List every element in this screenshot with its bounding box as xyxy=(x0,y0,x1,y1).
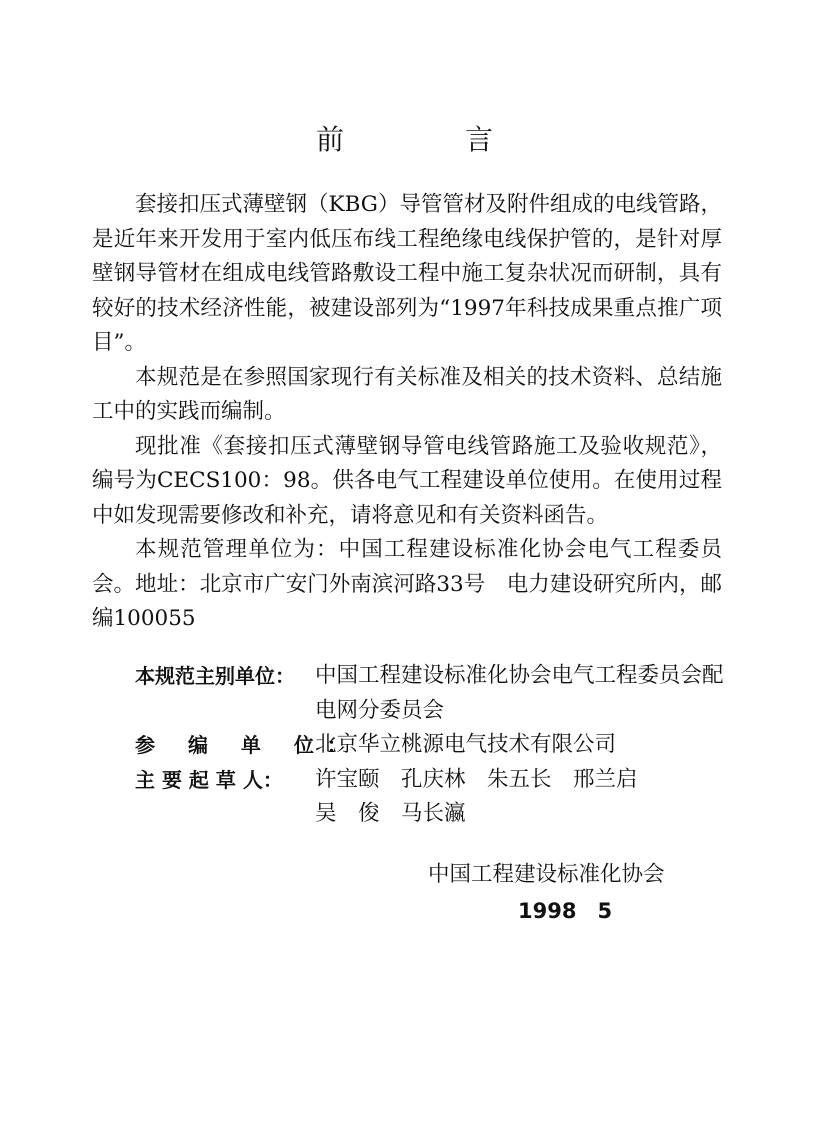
signature-date: 1998 5 xyxy=(518,899,613,923)
signature-org: 中国工程建设标准化协会 xyxy=(428,862,665,887)
credits-block xyxy=(135,659,735,832)
chief-unit-value: 中国工程建设标准化协会电气工程委员会配电网分委员会 xyxy=(315,663,724,723)
drafters-line-1: 许宝颐 孔庆林 朱五长 邢兰启 xyxy=(315,766,638,792)
drafters-row xyxy=(135,763,735,798)
participant-unit-value: 北京华立桃源电气技术有限公司 xyxy=(315,732,617,757)
paragraph-1: 套接扣压式薄壁钢（KBG）导管管材及附件组成的电线管路，是近年来开发用于室内低压布线工程绝缘电线保护管的，是针对厚壁钢导管材在组成电线管路敷设工程中施工复杂状况而研制，具有较好的技术经济性能，被建设部列为“1997年科技成果重点推广项目”。 xyxy=(92,192,722,355)
chief-unit-label: 本规范主别单位： xyxy=(135,664,295,688)
chief-unit-row xyxy=(135,659,735,728)
paragraph-2: 本规范是在参照国家现行有关标准及相关的技术资料、总结施工中的实践而编制。 xyxy=(92,364,722,424)
title-char-1: 前 xyxy=(316,123,345,156)
page-title xyxy=(0,118,826,158)
drafters-line-2: 吴 俊 马长瀛 xyxy=(315,801,466,826)
title-char-2: 言 xyxy=(465,123,494,156)
paragraph-3: 现批准《套接扣压式薄壁钢导管电线管路施工及验收规范》，编号为CECS100：98。供各电气工程建设单位使用。在使用过程中如发现需要修改和补充，请将意见和有关资料函告。 xyxy=(92,433,722,528)
preface-body xyxy=(92,188,722,637)
drafters-row-2 xyxy=(135,797,735,832)
participant-unit-label: 参 编 单 位： xyxy=(135,733,360,757)
participant-unit-row xyxy=(135,728,735,763)
drafters-label: 主 要 起 草 人： xyxy=(135,767,283,792)
paragraph-4: 本规范管理单位为：中国工程建设标准化协会电气工程委员会。地址：北京市广安门外南滨河路33号 电力建设研究所内，邮编100055 xyxy=(92,537,722,631)
